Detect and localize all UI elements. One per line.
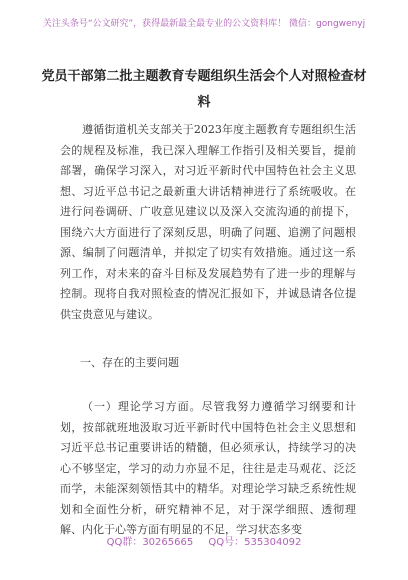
intro-paragraph: 遵循街道机关支部关于2023年度主题教育专题组织生活会的规程及标准，我已深入理解工作指引及相关要旨，提前部署，确保学习深入，对习近平新时代中国特色社会主义思想、习近平总书记之最新重大讲话精神进行了系统吸收。在进行问卷调研、广收意见建议以及深入交流沟通的前提下，围绕六大方面进行了深刻反思，明确了问题、追溯了问题根源、编制了问题清单，并拟定了切实有效措施。通过这一系列工作，对未来的奋斗目标及发展趋势有了进一步的理解与控制。现将自我对照检查的情况汇报如下，并诚恳请各位提供宝贵意见与建议。	[60, 123, 356, 321]
section-heading: 一、存在的主要问题	[80, 356, 179, 369]
footer-contact	[0, 533, 408, 548]
section-paragraph: （一）理论学习方面。尽管我努力遵循学习纲要和计划，按部就班地汲取习近平新时代中国特色社会主义思想和习近平总书记重要讲话的精髓，但必须承认，持续学习的决心不够坚定，学习的动力亦显不足，往往是走马观花、泛泛而学，未能深刻领悟其中的精华。对理论学习缺乏系统性规划和全面性分析，研究精神不足，对于深学细照、透彻理解、内化于心等方面有明显的不足，学习状态多变	[60, 400, 356, 536]
qq-number: QQ号：535304092	[208, 537, 302, 548]
qq-group: QQ群：30265665	[106, 537, 194, 548]
document-title: 党员干部第二批主题教育专题组织生活会个人对照检查材料	[41, 69, 367, 110]
promo-banner: 关注头条号“公文研究”，获得最新最全最专业的公文资料库！ 微信：gongwenyj	[42, 19, 366, 29]
